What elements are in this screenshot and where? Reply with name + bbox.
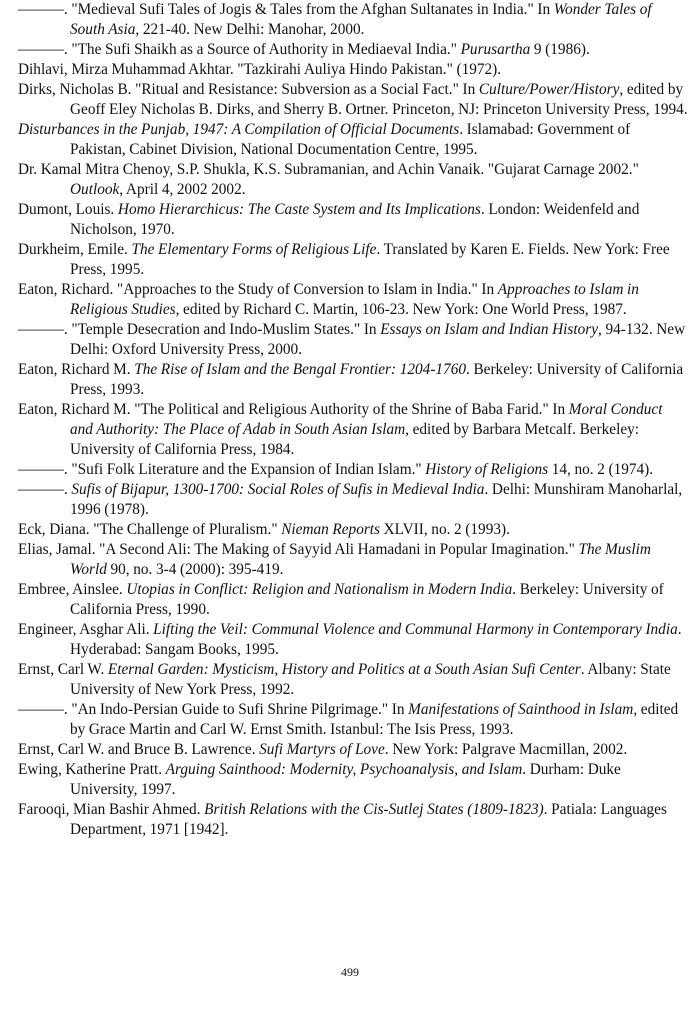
bibliography-entry [18,280,688,320]
entry-text: . Berkeley: University of California Press, 1990. [70,581,664,618]
entry-title-italic: Moral Conduct and Authority: The Place of Adab in South Asian Islam [70,401,663,438]
entry-title-italic: British Relations with the Cis-Sutlej States (1809-1823) [204,801,544,818]
entry-text: , edited by Barbara Metcalf. Berkeley: University of California Press, 1984. [70,421,640,458]
entry-title-italic: Nieman Reports [281,521,380,538]
entry-text: . Albany: State University of New York Press, 1992. [70,661,671,698]
entry-text: Ernst, Carl W. and Bruce B. Lawrence. [18,741,260,758]
entry-text: . Hyderabad: Sangam Books, 1995. [70,621,682,658]
entry-text: , 94-132. New Delhi: Oxford University Press, 2000. [70,321,686,358]
entry-text: Elias, Jamal. "A Second Ali: The Making of Sayyid Ali Hamadani in Popular Imagination." [18,541,579,558]
bibliography-entry [18,520,688,540]
entry-text: , April 4, 2002 2002. [119,181,246,198]
entry-text: , 221-40. New Delhi: Manohar, 2000. [135,21,365,38]
bibliography-entry [18,740,688,760]
entry-text: , edited by Richard C. Martin, 106-23. New York: One World Press, 1987. [175,301,627,318]
entry-text: Dirks, Nicholas B. "Ritual and Resistance: Subversion as a Social Fact." In [18,81,479,98]
entry-text: , edited by Geoff Eley Nicholas B. Dirks, and Sherry B. Ortner. Princeton, NJ: Princeton University Press, 1994. [70,81,688,118]
bibliography-entry [18,240,688,280]
entry-text: . Berkeley: University of California Press, 1993. [70,361,684,398]
entry-text: . Durham: Duke University, 1997. [70,761,621,798]
bibliography-entry [18,80,688,120]
entry-title-italic: Utopias in Conflict: Religion and Nationalism in Modern India [126,581,513,598]
bibliography-entry [18,40,688,60]
entry-text: ———. [18,481,72,498]
entry-text: 14, no. 2 (1974). [548,461,654,478]
entry-title-italic: Eternal Garden: Mysticism, History and Politics at a South Asian Sufi Center [107,661,581,678]
entry-text: , edited by Grace Martin and Carl W. Ernst Smith. Istanbul: The Isis Press, 1993. [70,701,679,738]
bibliography-entry [18,460,688,480]
entry-title-italic: Manifestations of Sainthood in Islam [408,701,634,718]
entry-text: Eaton, Richard M. [18,361,135,378]
entry-text: Dihlavi, Mirza Muhammad Akhtar. "Tazkirahi Auliya Hindo Pakistan." (1972). [18,61,502,78]
entry-title-italic: Outlook [70,181,120,198]
entry-text: . New York: Palgrave Macmillan, 2002. [384,741,628,758]
entry-text: . Translated by Karen E. Fields. New York: Free Press, 1995. [70,241,670,278]
entry-title-italic: The Muslim World [70,541,651,578]
entry-text: . Delhi: Munshiram Manoharlal, 1996 (1978). [70,481,683,518]
bibliography-entry [18,200,688,240]
entry-title-italic: Lifting the Veil: Communal Violence and Communal Harmony in Contemporary India [153,621,678,638]
entry-text: ———. "Medieval Sufi Tales of Jogis & Tales from the Afghan Sultanates in India." In [18,1,554,18]
entry-text: . London: Weidenfeld and Nicholson, 1970. [70,201,640,238]
bibliography-entry [18,660,688,700]
document-page [18,0,688,840]
bibliography-list [18,0,688,840]
page-number: 499 [341,965,359,979]
entry-title-italic: Purusartha [460,41,531,58]
entry-text: . Islamabad: Government of Pakistan, Cabinet Division, National Documentation Centre, 1995. [70,121,631,158]
entry-text: ———. "Sufi Folk Literature and the Expansion of Indian Islam." [18,461,426,478]
bibliography-entry [18,0,688,40]
entry-text: Ernst, Carl W. [18,661,108,678]
entry-text: Eck, Diana. "The Challenge of Pluralism." [18,521,282,538]
bibliography-entry [18,120,688,160]
bibliography-entry [18,400,688,460]
entry-text: 9 (1986). [530,41,590,58]
entry-text: ———. "An Indo-Persian Guide to Sufi Shrine Pilgrimage." In [18,701,409,718]
bibliography-entry [18,480,688,520]
entry-text: ———. "Temple Desecration and Indo-Muslim States." In [18,321,381,338]
bibliography-entry [18,800,688,840]
entry-title-italic: Essays on Islam and Indian History [380,321,599,338]
bibliography-entry [18,320,688,360]
bibliography-entry [18,760,688,800]
entry-text: Ewing, Katherine Pratt. [18,761,166,778]
entry-text: Dr. Kamal Mitra Chenoy, S.P. Shukla, K.S. Subramanian, and Achin Vanaik. "Gujarat Carnage 2002." [18,161,639,178]
entry-title-italic: The Rise of Islam and the Bengal Frontier: 1204-1760 [134,361,467,378]
entry-text: . Patiala: Languages Department, 1971 [1942]. [70,801,667,838]
entry-text: Dumont, Louis. [18,201,118,218]
entry-title-italic: Arguing Sainthood: Modernity, Psychoanalysis, and Islam [165,761,523,778]
entry-text: Durkheim, Emile. [18,241,132,258]
entry-text: Eaton, Richard M. "The Political and Religious Authority of the Shrine of Baba Farid." In [18,401,569,418]
entry-title-italic: Disturbances in the Punjab, 1947: A Compilation of Official Documents [18,121,460,138]
entry-text: Engineer, Asghar Ali. [18,621,154,638]
entry-text: Eaton, Richard. "Approaches to the Study of Conversion to Islam in India." In [18,281,498,298]
bibliography-entry [18,540,688,580]
entry-title-italic: Sufis of Bijapur, 1300-1700: Social Roles of Sufis in Medieval India [71,481,485,498]
entry-title-italic: Homo Hierarchicus: The Caste System and Its Implications [117,201,481,218]
entry-title-italic: History of Religions [425,461,549,478]
entry-title-italic: The Elementary Forms of Religious Life [131,241,377,258]
entry-text: Embree, Ainslee. [18,581,127,598]
bibliography-entry [18,60,688,80]
entry-text: 90, no. 3-4 (2000): 395-419. [106,561,284,578]
entry-text: XLVII, no. 2 (1993). [380,521,510,538]
bibliography-entry [18,620,688,660]
entry-title-italic: Culture/Power/History [478,81,620,98]
entry-title-italic: Approaches to Islam in Religious Studies [70,281,639,318]
bibliography-entry [18,160,688,200]
entry-text: Farooqi, Mian Bashir Ahmed. [18,801,205,818]
entry-text: ———. "The Sufi Shaikh as a Source of Authority in Mediaeval India." [18,41,461,58]
bibliography-entry [18,700,688,740]
entry-title-italic: Sufi Martyrs of Love [259,741,385,758]
bibliography-entry [18,580,688,620]
bibliography-entry [18,360,688,400]
entry-title-italic: Wonder Tales of South Asia [70,1,652,38]
